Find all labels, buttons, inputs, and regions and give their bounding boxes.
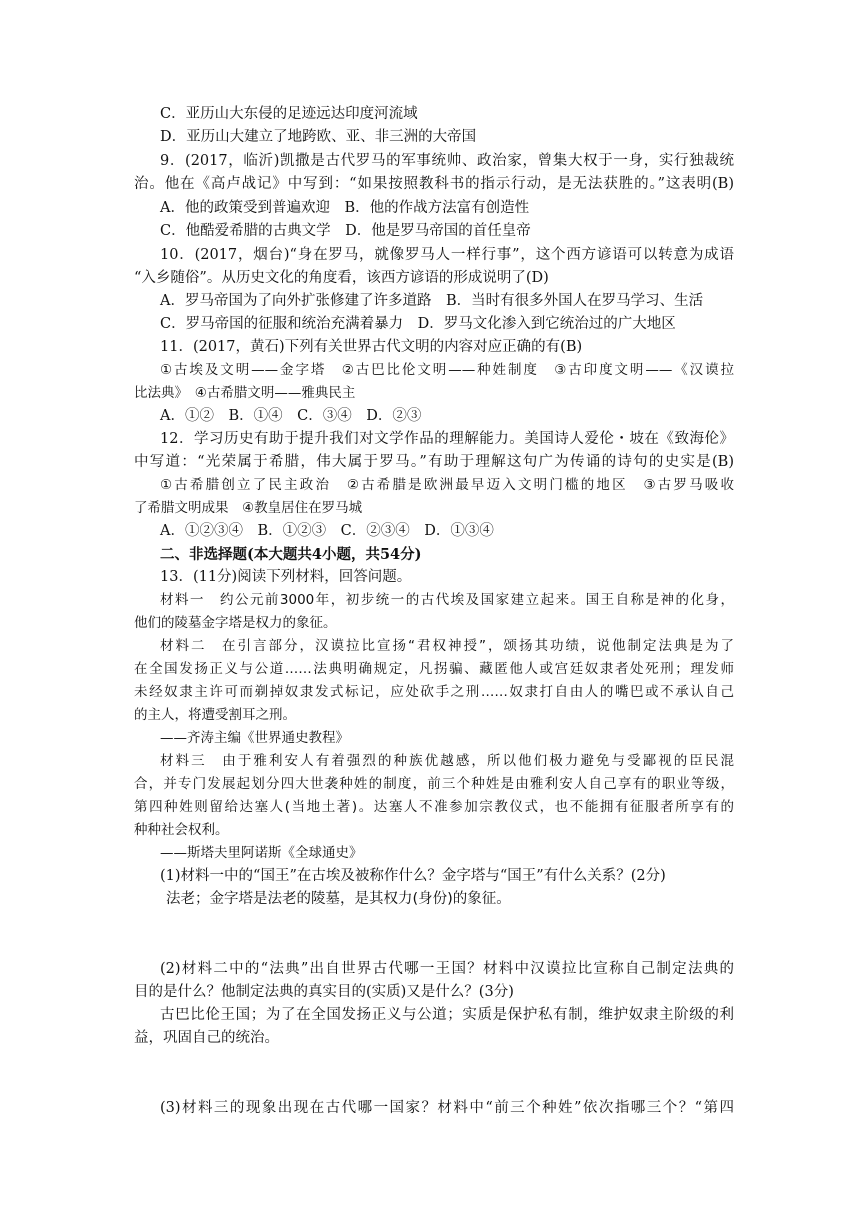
question-11: 11．(2017，黄石)下列有关世界古代文明的内容对应正确的有(B) xyxy=(160,339,583,355)
option-8c: C．亚历山大东侵的足迹远达印度河流域 xyxy=(160,106,418,122)
question-9-line-2: 治。他在《高卢战记》中写到：“如果按照教科书的指示行动，是无法获胜的。”这表明(B) xyxy=(134,176,734,192)
sub-question-3: (3)材料三的现象出现在古代哪一国家？材料中“前三个种姓”依次指哪三个？“第四 xyxy=(160,1100,734,1116)
answer-1: 法老；金字塔是法老的陵墓，是其权力(身份)的象征。 xyxy=(166,891,511,907)
material-2-source: ——齐涛主编《世界通史教程》 xyxy=(160,730,349,746)
question-11-items-line-2: 比法典》 ④古希腊文明——雅典民主 xyxy=(134,385,356,401)
options-10-ab: A．罗马帝国为了向外扩张修建了许多道路 B．当时有很多外国人在罗马学习、生活 xyxy=(160,293,704,309)
question-12-line-1: 12．学习历史有助于提升我们对文学作品的理解能力。美国诗人爱伦・坡在《致海伦》 xyxy=(160,431,734,447)
material-2-line-1: 材料二 在引言部分，汉谟拉比宣扬“君权神授”，颂扬其功绩，说他制定法典是为了 xyxy=(160,638,734,654)
material-1-line-1: 材料一 约公元前3000年，初步统一的古代埃及国家建立起来。国王自称是神的化身， xyxy=(160,592,734,608)
material-2-line-4: 的主人，将遭受割耳之刑。 xyxy=(134,707,296,723)
option-8d: D．亚历山大建立了地跨欧、亚、非三洲的大帝国 xyxy=(160,129,477,145)
sub-question-2-line-2: 目的是什么？他制定法典的真实目的(实质)又是什么？(3分) xyxy=(134,984,514,1000)
answer-2-line-2: 益，巩固自己的统治。 xyxy=(134,1030,279,1046)
options-11: A．①② B．①④ C．③④ D．②③ xyxy=(160,408,422,424)
sub-question-1: (1)材料一中的“国王”在古埃及被称作什么？金字塔与“国王”有什么关系？(2分) xyxy=(160,868,666,884)
material-3-line-3: 第四种姓则留给达塞人(当地土著)。达塞人不准参加宗教仪式，也不能拥有征服者所享有的 xyxy=(134,799,734,815)
answer-2-line-1: 古巴比伦王国；为了在全国发扬正义与公道；实质是保护私有制，维护奴隶主阶级的利 xyxy=(160,1007,734,1023)
material-3-source: ——斯塔夫里阿诺斯《全球通史》 xyxy=(160,845,363,861)
question-9-line-1: 9．(2017，临沂)凯撒是古代罗马的军事统帅、政治家，曾集大权于一身，实行独裁统 xyxy=(160,153,734,169)
sub-question-2-line-1: (2)材料二中的“法典”出自世界古代哪一王国？材料中汉谟拉比宣称自己制定法典的 xyxy=(160,961,734,977)
question-12-items-line-2: 了希腊文明成果 ④教皇居住在罗马城 xyxy=(134,500,363,516)
options-10-cd: C．罗马帝国的征服和统治充满着暴力 D．罗马文化渗入到它统治过的广大地区 xyxy=(160,316,676,332)
question-10-line-2: “入乡随俗”。从历史文化的角度看，该西方谚语的形成说明了(D) xyxy=(134,270,549,286)
material-3-line-1: 材料三 由于雅利安人有着强烈的种族优越感，所以他们极力避免与受鄙视的臣民混 xyxy=(160,753,734,769)
options-9-ab: A．他的政策受到普遍欢迎 B．他的作战方法富有创造性 xyxy=(160,200,530,216)
material-2-line-3: 未经奴隶主许可而剃掉奴隶发式标记，应处砍手之刑……奴隶打自由人的嘴巴或不承认自己 xyxy=(134,684,734,700)
material-2-line-2: 在全国发扬正义与公道……法典明确规定，凡拐骗、藏匿他人或宫廷奴隶者处死刑；理发师 xyxy=(134,661,734,677)
question-10-line-1: 10．(2017，烟台)“身在罗马，就像罗马人一样行事”，这个西方谚语可以转意为成语 xyxy=(160,247,734,263)
question-12-line-2: 中写道：“光荣属于希腊，伟大属于罗马。”有助于理解这句广为传诵的诗句的史实是(B) xyxy=(134,454,734,470)
options-9-cd: C．他酷爱希腊的古典文学 D．他是罗马帝国的首任皇帝 xyxy=(160,223,531,239)
question-12-items-line-1: ①古希腊创立了民主政治 ②古希腊是欧洲最早迈入文明门槛的地区 ③古罗马吸收 xyxy=(160,477,734,493)
material-3-line-4: 种种社会权利。 xyxy=(134,822,229,838)
question-11-items-line-1: ①古埃及文明——金字塔 ②古巴比伦文明——种姓制度 ③古印度文明——《汉谟拉 xyxy=(160,362,734,378)
material-1-line-2: 他们的陵墓金字塔是权力的象征。 xyxy=(134,615,337,631)
section-heading: 二、非选择题(本大题共4小题，共54分) xyxy=(160,546,422,563)
material-3-line-2: 合，并专门发展起划分四大世袭种姓的制度，前三个种姓是由雅利安人自己享有的职业等级， xyxy=(134,776,734,792)
options-12: A．①②③④ B．①②③ C．②③④ D．①③④ xyxy=(160,523,494,539)
question-13-intro: 13．(11分)阅读下列材料，回答问题。 xyxy=(160,569,412,585)
